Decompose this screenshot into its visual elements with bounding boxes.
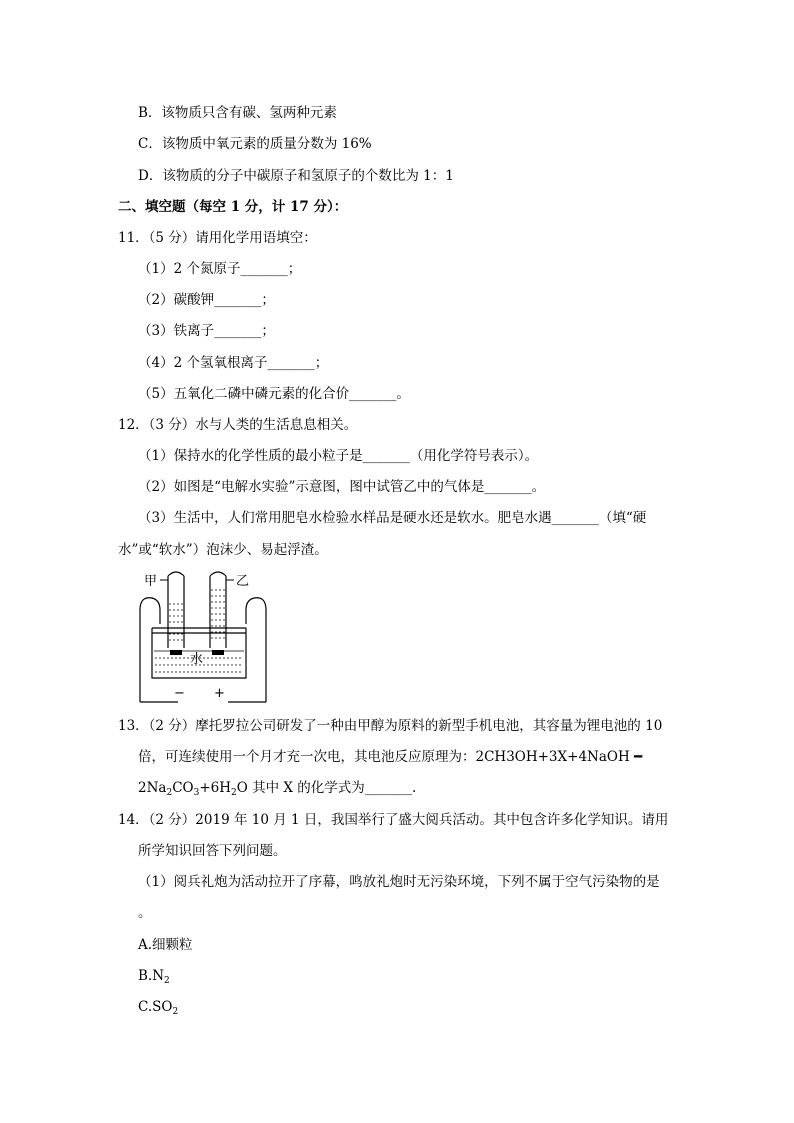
- electrolysis-diagram: [138, 566, 274, 708]
- electrode-right: [212, 650, 224, 655]
- section-heading: 二、填空题（每空 1 分，计 17 分）：: [118, 199, 348, 215]
- tube-yi: [210, 572, 226, 648]
- answer-option-a: A.细颗粒: [138, 937, 193, 953]
- label-jia: 甲: [144, 574, 158, 589]
- question-11-part-4: （4）2 个氢氧根离子_______；: [138, 355, 329, 371]
- question-14-part-1-line-1: （1）阅兵礼炮为活动拉开了序幕，鸣放礼炮时无污染环境，下列不属于空气污染物的是: [138, 874, 660, 890]
- question-13-line-3: $2Na_2CO_3+6H_2O$ 其中 X 的化学式为_______.: [138, 780, 417, 798]
- label-negative: −: [174, 686, 185, 701]
- question-11-part-3: （3）铁离子_______；: [138, 323, 275, 339]
- question-11-part-5: （5）五氧化二磷中磷元素的化合价_______。: [138, 386, 410, 402]
- question-12: 12．（3 分）水与人类的生活息息相关。: [118, 417, 358, 433]
- label-positive: +: [214, 686, 225, 701]
- question-11-part-1: （1）2 个氮原子_______；: [138, 261, 302, 277]
- label-yi: 乙: [236, 574, 250, 589]
- question-13-line-2: 倍，可连续使用一个月才充一次电，其电池反应原理为：2CH3OH+3X+4NaOH ━: [138, 749, 643, 765]
- question-12-part-1: （1）保持水的化学性质的最小粒子是_______（用化学符号表示）。: [138, 448, 539, 464]
- question-14-line-2: 所学知识回答下列问题。: [138, 843, 287, 859]
- question-12-part-2: （2）如图是“电解水实验”示意图，图中试管乙中的气体是_______。: [138, 479, 546, 495]
- option-d: D．该物质的分子中碳原子和氢原子的个数比为 1：1: [138, 168, 454, 184]
- electrode-left: [170, 650, 182, 655]
- option-c: C．该物质中氧元素的质量分数为 16%: [138, 136, 372, 152]
- answer-option-b: $B.N_2$: [138, 968, 170, 986]
- question-14-line-1: 14．（2 分）2019 年 10 月 1 日，我国举行了盛大阅兵活动。其中包含许多化学知识。请用: [118, 812, 669, 828]
- question-12-part-3-line-1: （3）生活中，人们常用肥皂水检验水样品是硬水还是软水。肥皂水遇_______（填“硬: [138, 510, 647, 526]
- label-water: 水: [190, 652, 204, 667]
- question-13-line-1: 13．（2 分）摩托罗拉公司研发了一种由甲醇为原料的新型手机电池，其容量为锂电池的 10: [118, 718, 663, 734]
- answer-option-c: $C.SO_2$: [138, 999, 179, 1017]
- question-14-part-1-line-2: 。: [138, 905, 152, 921]
- question-12-part-3-line-2: 水”或“软水”）泡沫少、易起浮渣。: [118, 542, 328, 558]
- question-11: 11．（5 分）请用化学用语填空：: [118, 230, 317, 246]
- option-b: B．该物质只含有碳、氢两种元素: [138, 105, 337, 121]
- question-11-part-2: （2）碳酸钾_______；: [138, 292, 275, 308]
